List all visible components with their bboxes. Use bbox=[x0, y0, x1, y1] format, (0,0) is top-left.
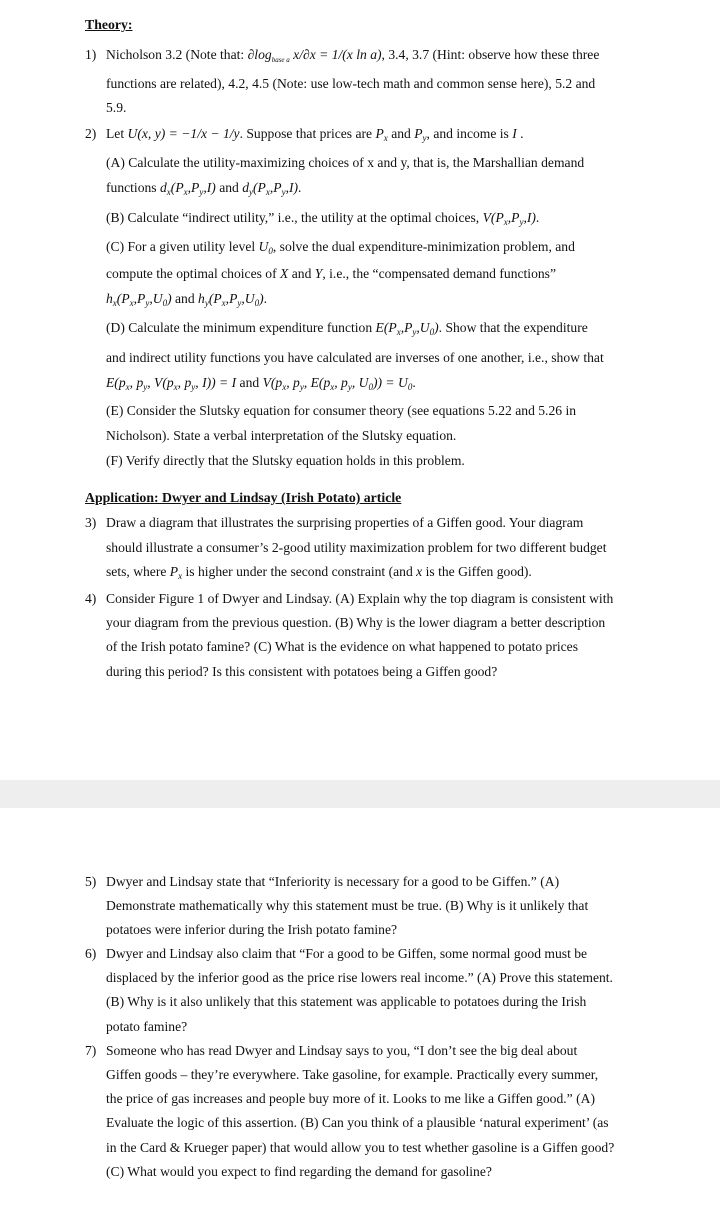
q1-line-1: Nicholson 3.2 (Note that: $\partial\log_{base a}$ x/∂x = 1/(x ln a), 3.4, 3.7 (Hint: observe how these three bbox=[106, 47, 600, 64]
q2c-line-3: $h_x(P_x,P_y,U_0)$ and $h_y(P_x,P_y,U_0)$. bbox=[106, 291, 268, 308]
q2d-line-2: and indirect utility functions you have calculated are inverses of one another, i.e., show that bbox=[106, 350, 604, 365]
q6-line-4: potato famine? bbox=[106, 1019, 188, 1034]
q7-line-6: (C) What would you expect to find regarding the demand for gasoline? bbox=[106, 1164, 492, 1179]
q5-line-1: Dwyer and Lindsay state that “Inferiority is necessary for a good to be Giffen.” (A) bbox=[106, 874, 560, 889]
q3-line-1: Draw a diagram that illustrates the surprising properties of a Giffen good. Your diagram bbox=[106, 515, 584, 530]
q2a-line-2: functions $d_x(P_x,P_y,I)$ and $d_y(P_x,P_y,I)$. bbox=[106, 180, 302, 197]
q7-line-3: the price of gas increases and people buy more of it. Looks to me like a Giffen good.” (A) bbox=[106, 1091, 595, 1106]
q4-number: 4) bbox=[85, 591, 97, 606]
q3-line-2: should illustrate a consumer’s 2-good utility maximization problem for two different budget bbox=[106, 540, 607, 555]
q6-number: 6) bbox=[85, 946, 97, 961]
theory-heading: Theory: bbox=[85, 17, 133, 32]
q7-line-1: Someone who has read Dwyer and Lindsay says to you, “I don’t see the big deal about bbox=[106, 1043, 578, 1058]
q5-line-3: potatoes were inferior during the Irish potato famine? bbox=[106, 922, 398, 937]
q5-number: 5) bbox=[85, 874, 97, 889]
q1-line-3: 5.9. bbox=[106, 100, 127, 115]
q4-line-1: Consider Figure 1 of Dwyer and Lindsay. (A) Explain why the top diagram is consistent with bbox=[106, 591, 614, 606]
q7-number: 7) bbox=[85, 1043, 97, 1058]
q7-line-2: Giffen goods – they’re everywhere. Take gasoline, for example. Practically every summer, bbox=[106, 1067, 599, 1082]
q2e-line-1: (E) Consider the Slutsky equation for consumer theory (see equations 5.22 and 5.26 in bbox=[106, 403, 577, 418]
q2d-line-3: $E(p_x$, $p_y$, $V(p_x$, $p_y$, I)) = I and $V(p_x$, $p_y$, $E(p_x$, $p_y$, $U_0)) = U_0$. bbox=[106, 375, 416, 392]
q2-line-1: Let U(x, y) = −1/x − 1/y. Suppose that prices are $P_x$ and $P_y$, and income is I . bbox=[106, 126, 524, 143]
q6-line-1: Dwyer and Lindsay also claim that “For a good to be Giffen, some normal good must be bbox=[106, 946, 588, 961]
q2f-line-1: (F) Verify directly that the Slutsky equation holds in this problem. bbox=[106, 453, 465, 468]
q6-line-2: displaced by the inferior good as the price rise lowers real income.” (A) Prove this statement. bbox=[106, 970, 613, 985]
q6-line-3: (B) Why is it also unlikely that this statement was applicable to potatoes during the Irish bbox=[106, 994, 587, 1009]
q1-number: 1) bbox=[85, 47, 97, 62]
q5-line-2: Demonstrate mathematically why this statement must be true. (B) Why is it unlikely that bbox=[106, 898, 589, 913]
page-2 bbox=[0, 808, 720, 1212]
q3-number: 3) bbox=[85, 515, 97, 530]
q4-line-4: during this period? Is this consistent with potatoes being a Giffen good? bbox=[106, 664, 498, 679]
q7-line-5: in the Card & Krueger paper) that would allow you to test whether gasoline is a Giffen good? bbox=[106, 1140, 615, 1155]
q4-line-2: your diagram from the previous question. (B) Why is the lower diagram a better description bbox=[106, 615, 606, 630]
q2a-line-1: (A) Calculate the utility-maximizing choices of x and y, that is, the Marshallian demand bbox=[106, 155, 585, 170]
q4-line-3: of the Irish potato famine? (C) What is the evidence on what happened to potato prices bbox=[106, 639, 578, 654]
page-break bbox=[0, 780, 720, 808]
q2c-line-2: compute the optimal choices of X and Y, i.e., the “compensated demand functions” bbox=[106, 266, 556, 281]
q2d-line-1: (D) Calculate the minimum expenditure function $E(P_x,P_y,U_0)$. Show that the expenditure bbox=[106, 320, 588, 337]
q2b-line-1: (B) Calculate “indirect utility,” i.e., the utility at the optimal choices, $V(P_x,P_y,I)$. bbox=[106, 210, 540, 227]
application-heading: Application: Dwyer and Lindsay (Irish Potato) article bbox=[85, 490, 402, 505]
q2-number: 2) bbox=[85, 126, 97, 141]
q7-line-4: Evaluate the logic of this assertion. (B) Can you think of a plausible ‘natural experiment’ (as bbox=[106, 1115, 609, 1130]
q1-line-2: functions are related), 4.2, 4.5 (Note: use low-tech math and common sense here), 5.2 and bbox=[106, 76, 596, 91]
q3-line-3: sets, where $P_x$ is higher under the second constraint (and x is the Giffen good). bbox=[106, 564, 532, 581]
q2c-line-1: (C) For a given utility level $U_0$, solve the dual expenditure-minimization problem, and bbox=[106, 239, 575, 256]
q2e-line-2: Nicholson). State a verbal interpretation of the Slutsky equation. bbox=[106, 428, 457, 443]
